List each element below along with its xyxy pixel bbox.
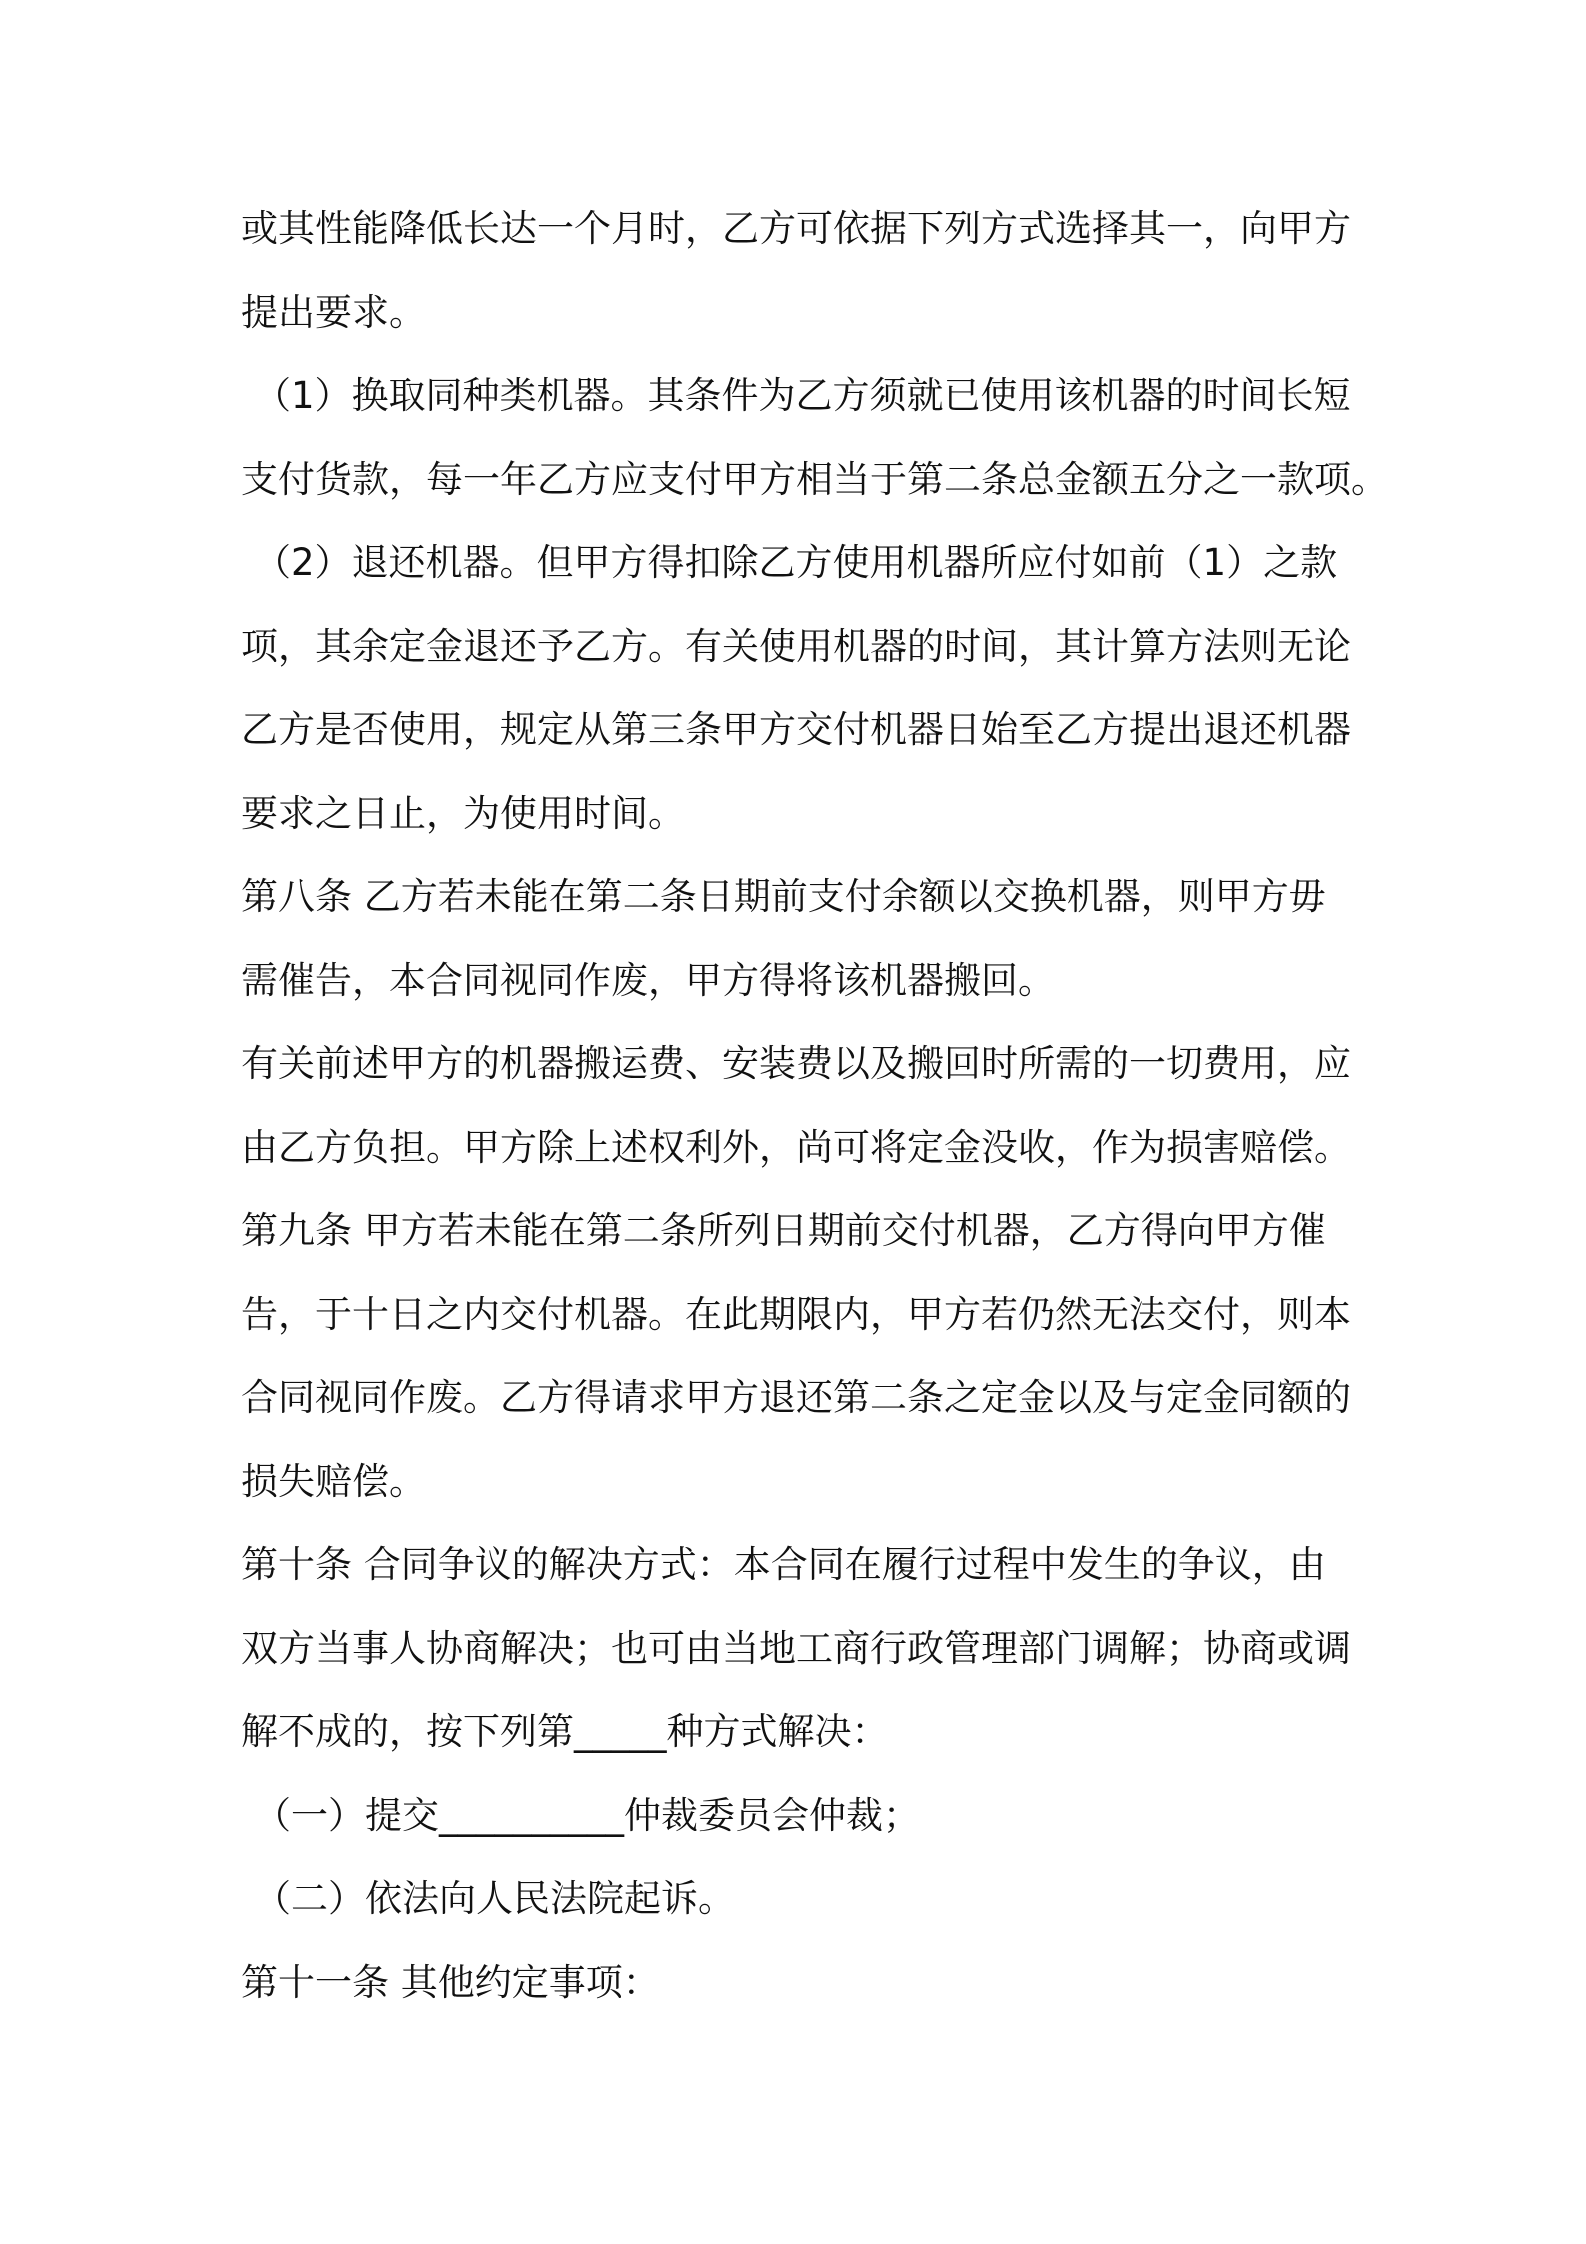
article-9-line-1: 第九条 甲方若未能在第二条所列日期前交付机器，乙方得向甲方催 — [241, 1209, 1326, 1252]
text-line-1: 或其性能降低长达一个月时，乙方可依据下列方式选择其一，向甲方 — [241, 207, 1351, 250]
text-line-8: 要求之日止，为使用时间。 — [241, 791, 685, 835]
text-line-4: 支付货款，每一年乙方应支付甲方相当于第二条总金额五分之一款项。 — [241, 457, 1388, 501]
article-8-line-1: 第八条 乙方若未能在第二条日期前支付余额以交换机器，则甲方毋 — [241, 875, 1326, 918]
article-10-line-2: 双方当事人协商解决；也可由当地工商行政管理部门调解；协商或调 — [241, 1626, 1351, 1670]
text-line-7: 乙方是否使用，规定从第三条甲方交付机器日始至乙方提出退还机器 — [241, 708, 1351, 751]
contract-text-block — [241, 200, 1388, 2037]
article-10-line-1: 第十条 合同争议的解决方式：本合同在履行过程中发生的争议，由 — [241, 1543, 1326, 1586]
text-line-5: （2）退还机器。但甲方得扣除乙方使用机器所应付如前（1）之款 — [254, 541, 1338, 584]
article-9-line-2: 告，于十日之内交付机器。在此期限内，甲方若仍然无法交付，则本 — [241, 1292, 1351, 1336]
option-arbitration-line: （一）提交__________仲裁委员会仲裁； — [254, 1793, 920, 1837]
article-9-line-4: 损失赔偿。 — [241, 1459, 426, 1503]
text-line-2: 提出要求。 — [241, 290, 426, 334]
article-11-line: 第十一条 其他约定事项： — [241, 1960, 660, 2004]
text-line-11: 有关前述甲方的机器搬运费、安装费以及搬回时所需的一切费用，应 — [241, 1042, 1351, 1085]
article-10-line-3: 解不成的，按下列第_____种方式解决： — [241, 1710, 889, 1753]
article-8-line-2: 需催告，本合同视同作废，甲方得将该机器搬回。 — [241, 958, 1055, 1002]
text-line-3: （1）换取同种类机器。其条件为乙方须就已使用该机器的时间长短 — [254, 374, 1351, 417]
option-court-line: （二）依法向人民法院起诉。 — [254, 1877, 735, 1920]
text-line-6: 项，其余定金退还予乙方。有关使用机器的时间，其计算方法则无论 — [241, 624, 1351, 668]
text-line-12: 由乙方负担。甲方除上述权利外，尚可将定金没收，作为损害赔偿。 — [241, 1125, 1351, 1169]
article-9-line-3: 合同视同作废。乙方得请求甲方退还第二条之定金以及与定金同额的 — [241, 1376, 1351, 1419]
